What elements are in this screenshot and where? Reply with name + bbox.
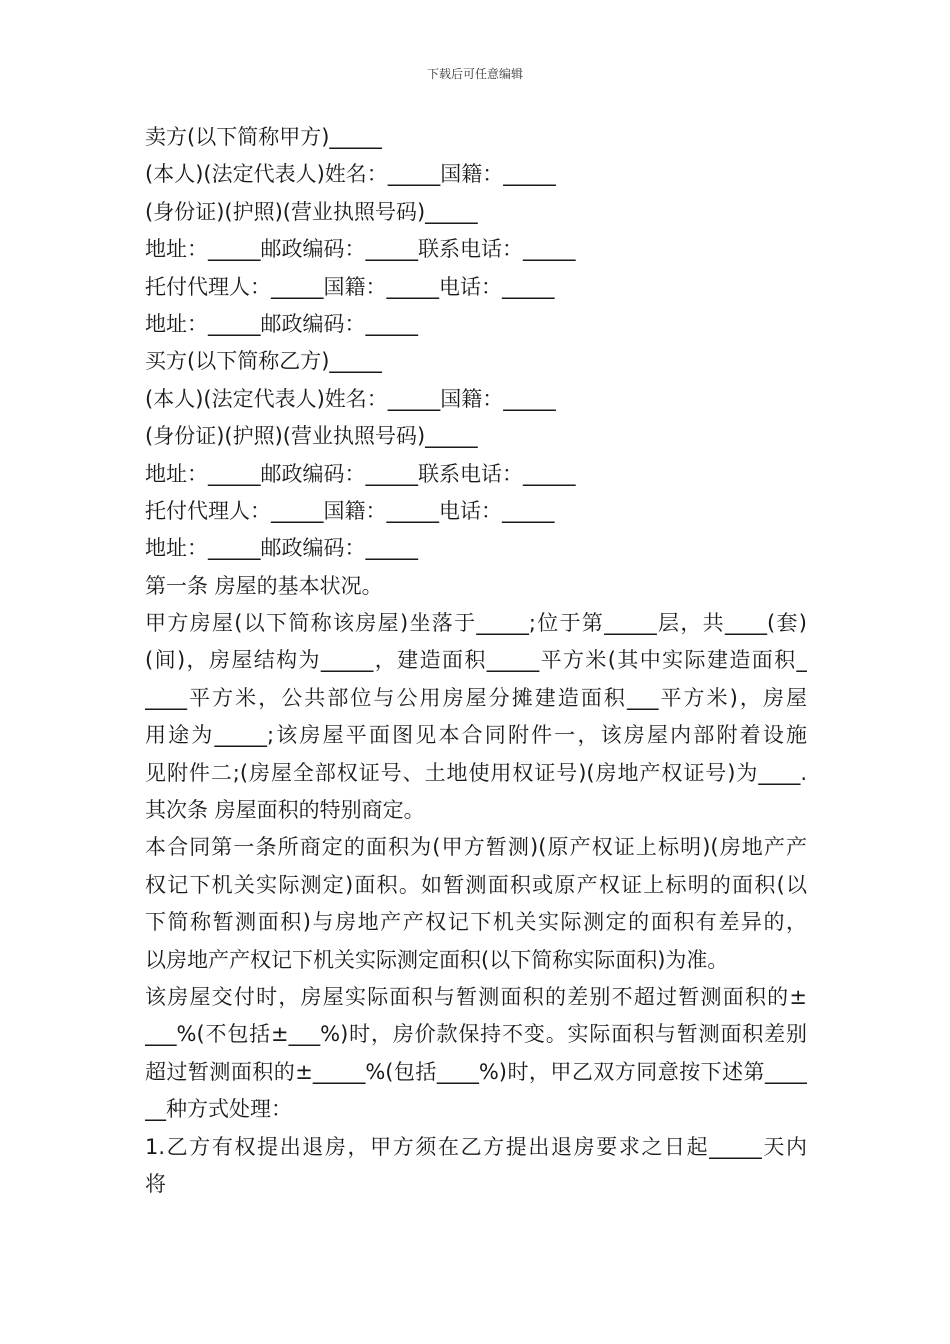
text-line: 该房屋交付时，房屋实际面积与暂测面积的差别不超过暂测面积的± — [145, 984, 807, 1009]
contract-body — [145, 119, 807, 1203]
text-line: (身份证)(护照)(营业执照号码)_____ — [145, 199, 478, 224]
text-line: 买方(以下简称乙方)_____ — [145, 349, 382, 374]
text-line: 第一条 房屋的基本状况。 — [145, 573, 383, 598]
text-line: __种方式处理： — [145, 1097, 292, 1122]
text-line: 地址：_____邮政编码：_____联系电话：_____ — [145, 237, 576, 262]
text-line: 本合同第一条所商定的面积为(甲方暂测)(原产权证上标明)(房地产产 — [145, 835, 807, 860]
text-line: (间)，房屋结构为_____，建造面积_____平方米(其中实际建造面积_ — [145, 648, 807, 673]
text-line: ___%(不包括±___%)时，房价款保持不变。实际面积与暂测面积差别 — [145, 1022, 807, 1047]
text-line: 权记下机关实际测定)面积。如暂测面积或原产权证上标明的面积(以 — [145, 872, 807, 897]
text-line: 超过暂测面积的±_____%(包括____%)时，甲乙双方同意按下述第____ — [145, 1059, 807, 1084]
text-line: 其次条 房屋面积的特别商定。 — [145, 798, 425, 823]
text-line: 1.乙方有权提出退房，甲方须在乙方提出退房要求之日起_____天内 — [145, 1134, 807, 1159]
text-line: 地址：_____邮政编码：_____联系电话：_____ — [145, 461, 576, 486]
text-line: 用途为_____;该房屋平面图见本合同附件一，该房屋内部附着设施 — [145, 723, 807, 748]
page-header: 下载后可任意编辑 — [426, 67, 523, 81]
text-line: 地址：_____邮政编码：_____ — [145, 536, 418, 561]
text-line: (身份证)(护照)(营业执照号码)_____ — [145, 424, 478, 449]
text-line: 将 — [145, 1171, 166, 1196]
text-line: ____平方米，公共部位与公用房屋分摊建造面积___平方米)，房屋 — [145, 685, 807, 710]
text-line: (本人)(法定代表人)姓名：_____国籍：_____ — [145, 386, 556, 411]
text-line: 甲方房屋(以下简称该房屋)坐落于_____;位于第_____层，共____(套) — [145, 611, 807, 636]
text-line: 托付代理人：_____国籍：_____电话：_____ — [145, 274, 555, 299]
text-line: 地址：_____邮政编码：_____ — [145, 311, 418, 336]
text-line: 托付代理人：_____国籍：_____电话：_____ — [145, 498, 555, 523]
text-line: (本人)(法定代表人)姓名：_____国籍：_____ — [145, 162, 556, 187]
text-line: 卖方(以下简称甲方)_____ — [145, 125, 382, 149]
text-line: 以房地产产权记下机关实际测定面积(以下简称实际面积)为准。 — [145, 947, 729, 972]
text-line: 下简称暂测面积)与房地产产权记下机关实际测定的面积有差异的， — [145, 910, 807, 935]
text-line: 见附件二;(房屋全部权证号、土地使用权证号)(房地产权证号)为____. — [145, 760, 807, 785]
